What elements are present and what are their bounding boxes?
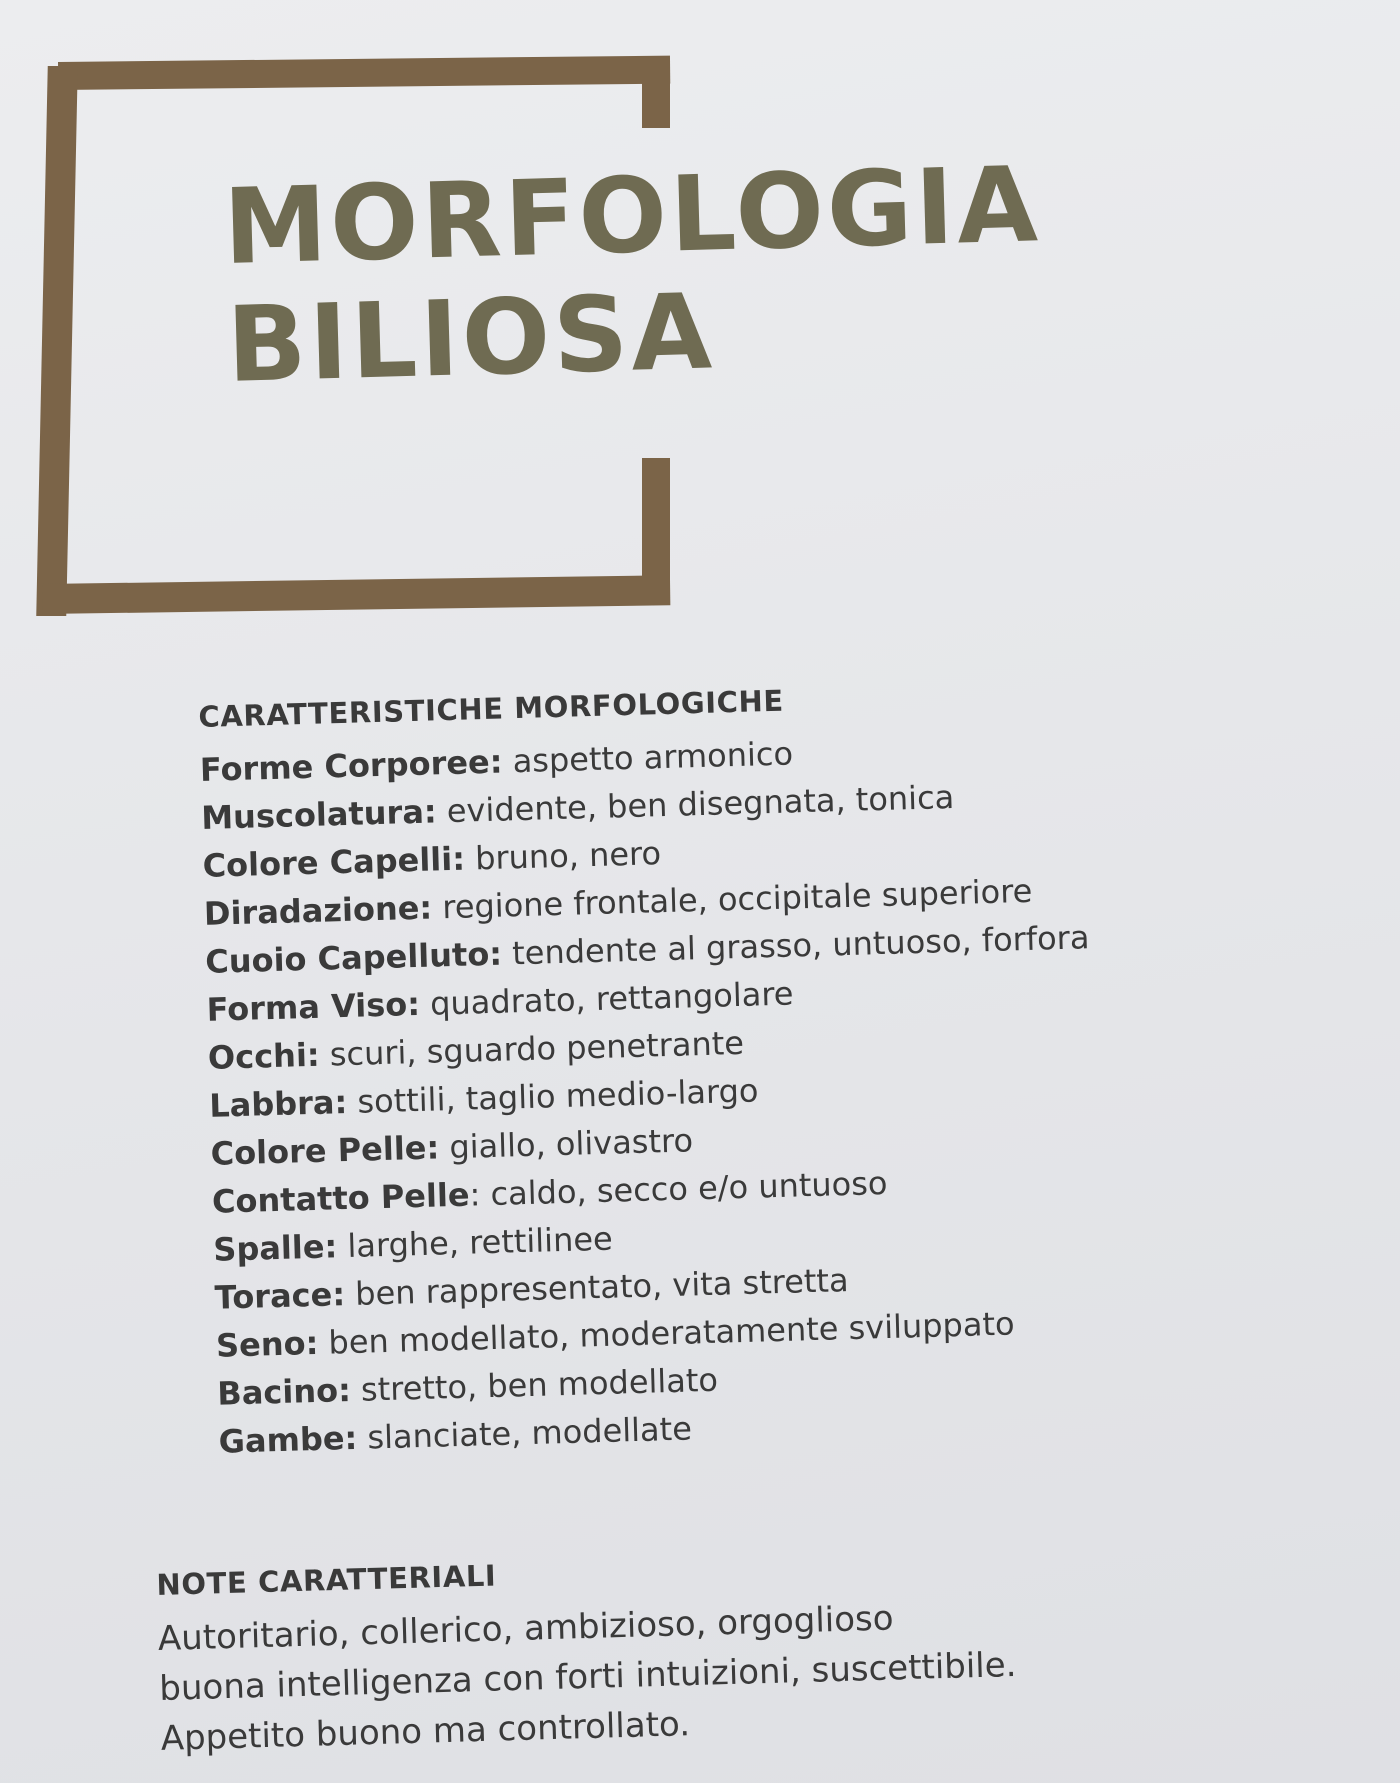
frame-left-bar (36, 66, 78, 616)
frame-bottom-bar (42, 575, 670, 614)
characteristic-value: ben rappresentato, vita stretta (344, 1261, 850, 1314)
characteristic-label: Spalle: (212, 1227, 338, 1269)
page-title (222, 145, 1045, 404)
characteristic-value: evidente, ben disegnata, tonica (436, 777, 955, 831)
characteristic-label: Gambe: (218, 1418, 358, 1461)
notes-line: Appetito buono ma controllato. (160, 1704, 691, 1759)
characteristic-value: ben modellato, moderatamente sviluppato (317, 1304, 1016, 1362)
characteristic-value: larghe, rettilinee (336, 1219, 614, 1266)
notes-heading: NOTE CARATTERIALI (156, 1558, 497, 1602)
frame-top-hook (642, 62, 670, 128)
characteristic-value: sottili, taglio medio-largo (346, 1071, 759, 1121)
title-line-1: MORFOLOGIA (221, 143, 1043, 288)
characteristic-label: Seno: (215, 1323, 319, 1365)
characteristic-label: Occhi: (207, 1035, 321, 1077)
characteristic-value: scuri, sguardo penetrante (319, 1023, 745, 1074)
characteristic-label: Bacino: (216, 1371, 352, 1413)
characteristic-value: slanciate, modellate (356, 1409, 693, 1457)
characteristic-label: Diradazione: (203, 888, 433, 933)
characteristic-label: Labbra: (208, 1082, 348, 1125)
characteristic-value: giallo, olivastro (438, 1121, 694, 1167)
characteristic-label: Forme Corporee: (199, 742, 504, 789)
characteristic-value: bruno, nero (464, 834, 662, 878)
characteristic-value: tendente al grasso, untuoso, forfora (501, 918, 1090, 973)
notes-line: Autoritario, collerico, ambizioso, orgoglioso (157, 1598, 895, 1659)
characteristic-value: aspetto armonico (501, 734, 794, 781)
characteristic-value: : caldo, secco e/o untuoso (469, 1163, 888, 1214)
characteristic-label: Torace: (214, 1275, 346, 1317)
notes-section (156, 1544, 1018, 1764)
characteristic-label: Contatto Pelle (211, 1175, 471, 1221)
characteristic-label: Colore Capelli: (202, 839, 466, 885)
characteristics-heading: CARATTERISTICHE MORFOLOGICHE (198, 683, 785, 734)
characteristic-label: Colore Pelle: (210, 1128, 440, 1173)
frame-bottom-hook (642, 458, 670, 598)
characteristic-value: stretto, ben modellato (350, 1360, 719, 1409)
title-line-2: BILIOSA (225, 270, 717, 406)
frame-top-bar (58, 56, 670, 90)
characteristic-label: Forma Viso: (206, 984, 421, 1029)
characteristic-value: regione frontale, occipitale superiore (431, 871, 1033, 927)
notes-line: buona intelligenza con forti intuizioni, suscettibile. (158, 1645, 1017, 1709)
characteristic-value: quadrato, rettangolare (419, 974, 794, 1023)
characteristic-label: Cuoio Capelluto: (204, 934, 503, 981)
characteristics-section (198, 675, 1103, 1465)
characteristic-label: Muscolatura: (200, 792, 438, 837)
